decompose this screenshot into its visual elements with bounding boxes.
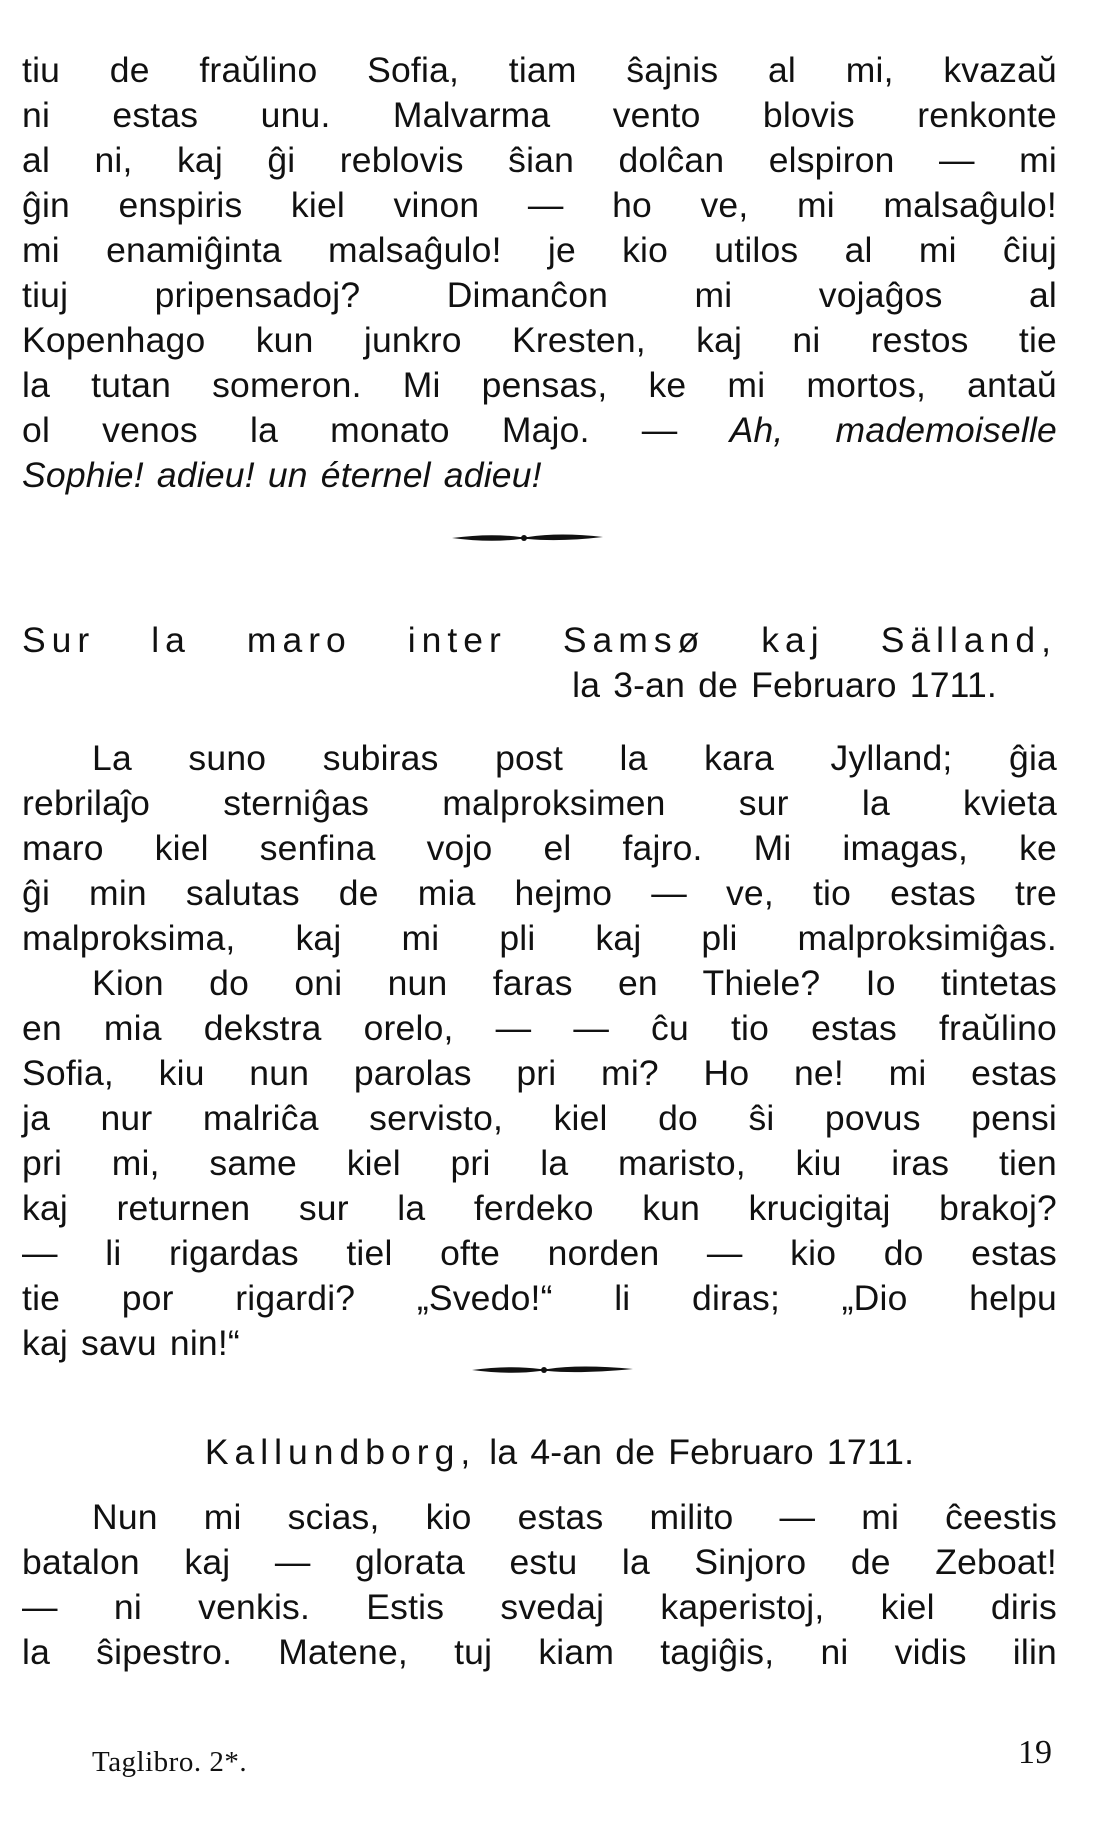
- text-line: tiuj pripensadoj? Dimanĉon mi vojaĝos al: [22, 275, 1057, 315]
- page-number: 19: [1018, 1734, 1052, 1771]
- entry-heading-place: Sur la maro inter Samsø kaj Sälland,: [22, 620, 1057, 660]
- text-line: ja nur malriĉa servisto, kiel do ŝi povus pensi: [22, 1098, 1057, 1138]
- italic-text: Ah, mademoiselle: [729, 410, 1057, 450]
- entry-2-text: [22, 618, 1057, 1366]
- entry-heading-date: la 4-an de Februaro 1711.: [489, 1432, 915, 1472]
- entry-heading-place: Kallundborg,: [204, 1432, 477, 1472]
- text-line: tie por rigardi? „Svedo!“ li diras; „Dio helpu: [22, 1278, 1057, 1318]
- text-line: maro kiel senfina vojo el fajro. Mi imagas, ke: [22, 828, 1057, 868]
- text-line: tiu de fraŭlino Sofia, tiam ŝajnis al mi, kvazaŭ: [22, 50, 1057, 90]
- text-line: ĝin enspiris kiel vinon — ho ve, mi malsaĝulo!: [22, 185, 1057, 225]
- text-line: batalon kaj — glorata estu la Sinjoro de Zeboat!: [22, 1542, 1057, 1582]
- text-line: al ni, kaj ĝi reblovis ŝian dolĉan elspiron — mi: [22, 140, 1057, 180]
- ornament-divider: [0, 1360, 1105, 1380]
- text-line: Kopenhago kun junkro Kresten, kaj ni restos tie: [22, 320, 1057, 360]
- ornament-divider: [0, 528, 1105, 548]
- text-line: Sofia, kiu nun parolas pri mi? Ho ne! mi estas: [22, 1053, 1057, 1093]
- text-line: la tutan someron. Mi pensas, ke mi mortos, antaŭ: [22, 365, 1057, 405]
- text-line: — li rigardas tiel ofte norden — kio do estas: [22, 1233, 1057, 1273]
- text-line: Nun mi scias, kio estas milito — mi ĉeestis: [92, 1497, 1057, 1537]
- text-line: Kion do oni nun faras en Thiele? Io tintetas: [92, 963, 1057, 1003]
- signature-mark: Taglibro. 2*.: [92, 1746, 248, 1778]
- text-fragment: ol venos la monato Majo. —: [22, 410, 678, 450]
- text-line: ni estas unu. Malvarma vento blovis renkonte: [22, 95, 1057, 135]
- text-line: en mia dekstra orelo, — — ĉu tio estas fraŭlino: [22, 1008, 1057, 1048]
- text-line: mi enamiĝinta malsaĝulo! je kio utilos al mi ĉiuj: [22, 230, 1057, 270]
- entry-heading-date: la 3-an de Februaro 1711.: [572, 665, 997, 705]
- text-line: rebrilaĵo sterniĝas malproksimen sur la kvieta: [22, 783, 1057, 823]
- text-line: malproksima, kaj mi pli kaj pli malproksimiĝas.: [22, 918, 1057, 958]
- text-line: ĝi min salutas de mia hejmo — ve, tio estas tre: [22, 873, 1057, 913]
- text-line: la ŝipestro. Matene, tuj kiam tagiĝis, ni vidis ilin: [22, 1632, 1057, 1672]
- entry-1-text: [22, 48, 1057, 498]
- entry-heading: [22, 1430, 1057, 1475]
- entry-3-text: [22, 1430, 1057, 1675]
- text-line: La suno subiras post la kara Jylland; ĝia: [92, 738, 1057, 778]
- text-line-mixed: [22, 408, 1057, 453]
- text-line: kaj returnen sur la ferdeko kun krucigitaj brakoj?: [22, 1188, 1057, 1228]
- italic-text-line: Sophie! adieu! un éternel adieu!: [22, 455, 542, 495]
- text-line: — ni venkis. Estis svedaj kaperistoj, kiel diris: [22, 1587, 1057, 1627]
- text-line: pri mi, same kiel pri la maristo, kiu iras tien: [22, 1143, 1057, 1183]
- page-footer: [0, 1734, 1105, 1800]
- text-line: kaj savu nin!“: [22, 1323, 240, 1363]
